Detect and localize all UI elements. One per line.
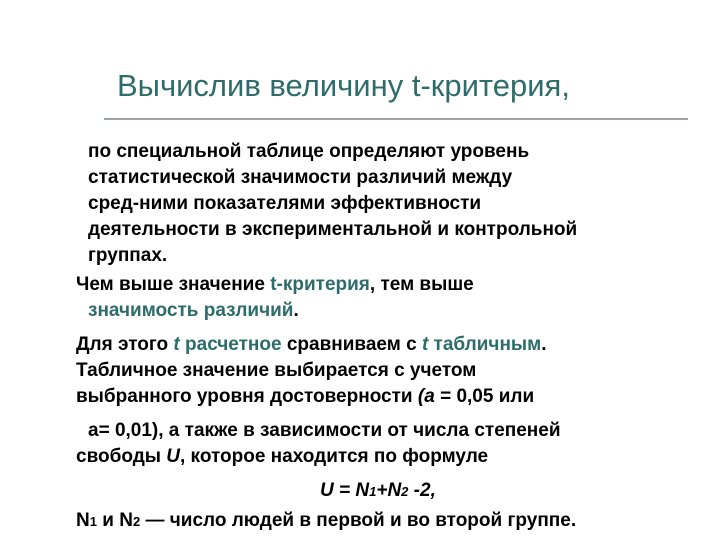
- formula-c: +N: [376, 480, 402, 501]
- p2-text-c: , тем выше: [369, 274, 474, 295]
- significance-term: значимость различий: [88, 300, 294, 321]
- p2-line-1: [76, 272, 474, 299]
- p3-l3-a: выбранного уровня достоверности: [76, 386, 418, 407]
- t-symbol-2: t: [421, 334, 429, 355]
- p3-text-d: сравниваем с: [281, 334, 422, 355]
- calculated-term: расчетное: [179, 334, 282, 355]
- p4-sub-1: 1: [89, 514, 97, 529]
- p3-line-4: а= 0,01), а также в зависимости от числа степеней: [88, 420, 561, 441]
- p3-line-5: [76, 444, 488, 471]
- formula-sub-1: 1: [369, 484, 377, 499]
- p1-line-2: статистической значимости различий между: [88, 167, 513, 188]
- formula-sub-2: 2: [401, 484, 409, 499]
- p3-l5-a: свободы: [76, 446, 167, 467]
- p1-line-1: по специальной таблице определяют уровень: [88, 141, 530, 162]
- t-criterion-term: t-критерия: [270, 274, 370, 295]
- p3-text-a: Для этого: [76, 334, 174, 355]
- p2-text-e: .: [293, 300, 299, 321]
- p3-line-1: [76, 332, 547, 359]
- p2-line-2: [88, 298, 299, 325]
- u-symbol: U: [166, 446, 180, 467]
- p3-l5-c: , которое находится по формуле: [180, 446, 489, 467]
- p3-text-g: .: [541, 334, 547, 355]
- p1-line-5: группах.: [88, 245, 168, 266]
- p3-l3-b: (а: [417, 386, 435, 407]
- p3-line-3: [76, 384, 534, 411]
- p4-a: N: [76, 510, 90, 531]
- tabular-term: табличным: [428, 334, 542, 355]
- p1-line-4: деятельности в экспериментальной и контрольной: [88, 219, 578, 240]
- formula-e: -2,: [408, 480, 436, 501]
- slide-title: Вычислив величину t-критерия,: [117, 68, 570, 103]
- formula-a: U = N: [320, 480, 370, 501]
- t-symbol: t: [173, 334, 180, 355]
- p3-line-2: Табличное значение выбирается с учетом: [76, 360, 477, 381]
- p1-line-3: сред-ними показателями эффективности: [88, 193, 482, 214]
- title-divider: [104, 118, 688, 120]
- p4-sub-2: 2: [132, 514, 141, 529]
- p2-text-a: Чем выше значение: [76, 274, 271, 295]
- p4-line-1: [76, 508, 576, 536]
- p4-c: и N: [96, 510, 133, 531]
- p4-e: — число людей в первой и во второй группе.: [140, 510, 577, 531]
- formula: [320, 478, 436, 506]
- p3-l3-c: = 0,05 или: [434, 386, 535, 407]
